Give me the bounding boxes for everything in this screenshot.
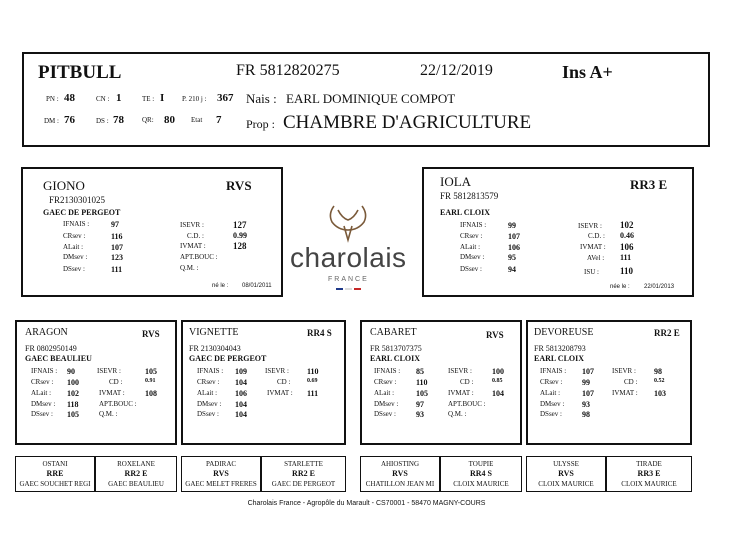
gp-crsev: 104 [235,378,247,387]
cn-value: 1 [116,92,122,104]
gp-ivmat-label: IVMAT : [612,389,638,397]
dam-dmsev-label: DMsev : [460,253,485,261]
gp-dmsev: 93 [582,400,590,409]
gp-status: RR2 E [654,328,680,338]
gp-isevr-label: ISEVR : [448,367,472,375]
dam-born: 22/01/2013 [644,284,675,290]
gp-name: ARAGON [25,327,68,338]
ggp-owner: GAEC SOUCHET REGI [19,480,91,488]
dam-avel: 111 [620,253,632,262]
gp-isevr-label: ISEVR : [97,367,121,375]
ggp-name: ULYSSE [553,460,579,468]
great-grandparent-cell [526,456,606,492]
animal-id: FR 5812820275 [236,62,340,79]
gp-dssev-label: DSsev : [540,410,562,418]
ggp-name: STARLETTE [284,460,323,468]
dam-dssev-label: DSsev : [460,265,482,273]
gp-ivmat-label: IVMAT : [267,389,293,397]
gp-cd-label: CD : [277,378,291,386]
gp-owner: EARL CLOIX [370,354,421,363]
great-grandparent-cell [181,456,261,492]
gp-dssev-label: DSsev : [197,410,219,418]
flag-blue-mark [336,288,343,290]
gp-crsev-label: CRsev : [31,378,54,386]
ggp-name: AHIOSTING [380,460,420,468]
gp-crsev: 110 [416,378,428,387]
sire-dssev-label: DSsev : [63,265,85,273]
animal-header [22,52,710,147]
gp-ifnais-label: IFNAIS : [374,367,401,375]
gp-alait-label: ALait : [31,389,52,397]
pn-value: 48 [64,92,75,104]
p210-value: 367 [217,92,234,104]
sire-born-label: né le : [212,283,229,289]
ggp-owner: CLOIX MAURICE [621,480,677,488]
sire-cd-label: C.D. : [187,232,204,240]
ggp-status: RR2 E [124,469,148,478]
gp-dssev-label: DSsev : [31,410,53,418]
gp-ivmat: 111 [307,389,319,398]
ds-label: DS : [96,117,109,125]
dam-dssev: 94 [508,265,516,274]
grandparent-card [526,320,692,445]
dam-crsev-label: CRsev : [460,232,483,240]
etat-label: Etat [191,116,203,124]
dam-name: IOLA [440,174,472,189]
ggp-name: TIRADE [636,460,662,468]
great-grandparent-cell [606,456,692,492]
gp-cd-label: CD : [460,378,474,386]
gp-dmsev-label: DMsev : [197,400,222,408]
dam-alait: 106 [508,243,520,252]
gp-dmsev: 97 [416,400,424,409]
gp-cd: 0.85 [492,378,503,384]
sire-cd: 0.99 [233,231,247,240]
gp-crsev: 100 [67,378,79,387]
ggp-name: PADIRAC [205,460,237,468]
dam-ivmat: 106 [620,242,634,252]
gp-id: FR 5813208793 [534,344,586,353]
gp-aptbouc-label: APT.BOUC : [99,400,137,408]
dam-card [422,167,694,297]
gp-ivmat: 108 [145,389,157,398]
pn-label: PN : [46,95,59,103]
gp-alait: 105 [416,389,428,398]
cn-label: CN : [96,95,110,103]
animal-name: PITBULL [38,62,122,83]
ggp-status: RVS [558,469,574,478]
gp-alait-label: ALait : [197,389,218,397]
animal-index: Ins A+ [562,62,613,82]
dam-ivmat-label: IVMAT : [580,243,606,251]
sire-ivmat-label: IVMAT : [180,242,206,250]
gp-isevr: 98 [654,367,662,376]
sire-ifnais-label: IFNAIS : [63,220,90,228]
dam-isu: 110 [620,266,634,276]
gp-isevr-label: ISEVR : [612,367,636,375]
gp-crsev-label: CRsev : [540,378,563,386]
gp-cd: 0.52 [654,378,665,384]
sire-card [21,167,283,297]
flag-red-mark [354,288,361,290]
gp-ifnais-label: IFNAIS : [540,367,567,375]
gp-crsev-label: CRsev : [197,378,220,386]
ggp-owner: CLOIX MAURICE [538,480,594,488]
gp-dssev: 98 [582,410,590,419]
dam-owner: EARL CLOIX [440,208,491,217]
dam-isevr: 102 [620,220,634,230]
prop-label: Prop : [246,117,276,131]
gp-alait: 107 [582,389,594,398]
grandparent-card [15,320,177,445]
grandparent-card [360,320,522,445]
sire-dmsev: 123 [111,253,123,262]
sire-owner: GAEC DE PERGEOT [43,208,121,217]
dam-crsev: 107 [508,232,520,241]
gp-owner: EARL CLOIX [534,354,585,363]
great-grandparent-cell [261,456,346,492]
ggp-owner: GAEC DE PERGEOT [271,480,336,488]
gp-qm-label: Q.M. : [448,410,467,418]
dm-label: DM : [44,117,59,125]
gp-ifnais-label: IFNAIS : [31,367,58,375]
gp-dssev-label: DSsev : [374,410,396,418]
gp-name: DEVOREUSE [534,327,594,338]
ggp-status: RVS [392,469,408,478]
gp-cd: 0.91 [145,378,156,384]
gp-status: RR4 S [307,328,332,338]
logo-brand: charolais [290,242,407,273]
gp-dssev: 93 [416,410,424,419]
gp-ivmat: 103 [654,389,666,398]
gp-dmsev-label: DMsev : [31,400,56,408]
dam-status: RR3 E [630,177,668,192]
dam-isu-label: ISU : [584,268,599,276]
dam-born-label: née le : [610,284,630,290]
gp-dssev: 105 [67,410,79,419]
gp-dmsev: 104 [235,400,247,409]
ggp-status: RR4 S [469,469,492,478]
sire-alait-label: ALait : [63,243,84,251]
dam-avel-label: AVel : [587,254,605,262]
ggp-status: RVS [213,469,229,478]
gp-alait: 102 [67,389,79,398]
gp-name: VIGNETTE [189,327,239,338]
dam-cd-label: C.D. : [588,232,605,240]
dam-cd: 0.46 [620,231,634,240]
dam-isevr-label: ISEVR : [578,222,602,230]
sire-id: FR2130301025 [49,195,106,205]
prop-value: CHAMBRE D'AGRICULTURE [283,112,532,133]
gp-dmsev: 118 [67,400,79,409]
gp-ivmat-label: IVMAT : [448,389,474,397]
gp-ivmat-label: IVMAT : [99,389,125,397]
gp-ifnais: 107 [582,367,594,376]
gp-dmsev-label: DMsev : [540,400,565,408]
great-grandparent-cell [440,456,522,492]
gp-ifnais: 109 [235,367,247,376]
charolais-logo [288,196,408,296]
sire-name: GIONO [43,178,85,193]
gp-isevr: 105 [145,367,157,376]
gp-dssev: 104 [235,410,247,419]
gp-owner: GAEC DE PERGEOT [189,354,267,363]
sire-dssev: 111 [111,265,123,274]
qr-value: 80 [164,114,175,126]
gp-crsev: 99 [582,378,590,387]
ggp-name: TOUPIE [468,460,494,468]
gp-id: FR 5813707375 [370,344,422,353]
gp-id: FR 0802950149 [25,344,77,353]
sire-status: RVS [226,178,252,193]
gp-aptbouc-label: APT.BOUC : [448,400,486,408]
ds-value: 78 [113,114,124,126]
ggp-owner: CHATILLON JEAN MI [365,480,435,488]
sire-isevr: 127 [233,220,247,230]
flag-white-mark [345,288,352,290]
sire-qm-label: Q.M. : [180,264,199,272]
gp-ifnais: 85 [416,367,424,376]
gp-isevr: 110 [307,367,319,376]
footer-address: Charolais France - Agropôle du Marault - CS70001 - 58470 MAGNY-COURS [247,500,486,507]
sire-alait: 107 [111,243,123,252]
ggp-status: RR3 E [637,469,661,478]
gp-dmsev-label: DMsev : [374,400,399,408]
gp-cd-label: CD : [624,378,638,386]
gp-id: FR 2130304043 [189,344,241,353]
ggp-owner: CLOIX MAURICE [453,480,509,488]
great-grandparent-cell [15,456,95,492]
gp-status: RVS [486,330,504,340]
te-value: I [160,92,165,104]
animal-birth-date: 22/12/2019 [420,62,493,79]
gp-alait-label: ALait : [374,389,395,397]
sire-aptbouc-label: APT.BOUC : [180,253,218,261]
gp-alait: 106 [235,389,247,398]
ggp-status: RR2 E [292,469,315,478]
ggp-owner: GAEC BEAULIEU [108,480,164,488]
gp-ifnais-label: IFNAIS : [197,367,224,375]
ggp-name: ROXELANE [117,460,155,468]
ggp-name: OSTANI [42,460,68,468]
gp-name: CABARET [370,327,417,338]
sire-crsev-label: CRsev : [63,232,86,240]
gp-owner: GAEC BEAULIEU [25,354,92,363]
gp-status: RVS [142,329,160,339]
gp-crsev-label: CRsev : [374,378,397,386]
ggp-status: RRE [46,469,64,478]
te-label: TE : [142,95,155,103]
dam-ifnais-label: IFNAIS : [460,221,487,229]
qr-label: QR: [142,116,154,124]
logo-country: FRANCE [328,276,369,283]
gp-cd: 0.69 [307,378,318,384]
sire-born: 08/01/2011 [242,283,272,289]
great-grandparent-cell [95,456,177,492]
sire-dmsev-label: DMsev : [63,253,88,261]
dam-id: FR 5812813579 [440,191,499,201]
grandparent-card [181,320,346,445]
nais-value: EARL DOMINIQUE COMPOT [286,91,456,106]
gp-ivmat: 104 [492,389,504,398]
gp-qm-label: Q.M. : [99,410,118,418]
sire-ivmat: 128 [233,241,247,251]
dam-ifnais: 99 [508,221,516,230]
etat-value: 7 [216,114,222,126]
gp-isevr-label: ISEVR : [265,367,289,375]
ggp-owner: GAEC MELET FRERES [185,480,257,488]
dam-alait-label: ALait : [460,243,481,251]
nais-label: Nais : [246,91,277,106]
dam-dmsev: 95 [508,253,516,262]
dm-value: 76 [64,114,75,126]
p210-label: P. 210 j : [182,95,207,103]
gp-isevr: 100 [492,367,504,376]
gp-cd-label: CD : [109,378,123,386]
gp-ifnais: 90 [67,367,75,376]
gp-alait-label: ALait : [540,389,561,397]
sire-ifnais: 97 [111,220,119,229]
sire-crsev: 116 [111,232,123,241]
sire-isevr-label: ISEVR : [180,221,204,229]
great-grandparent-cell [360,456,440,492]
